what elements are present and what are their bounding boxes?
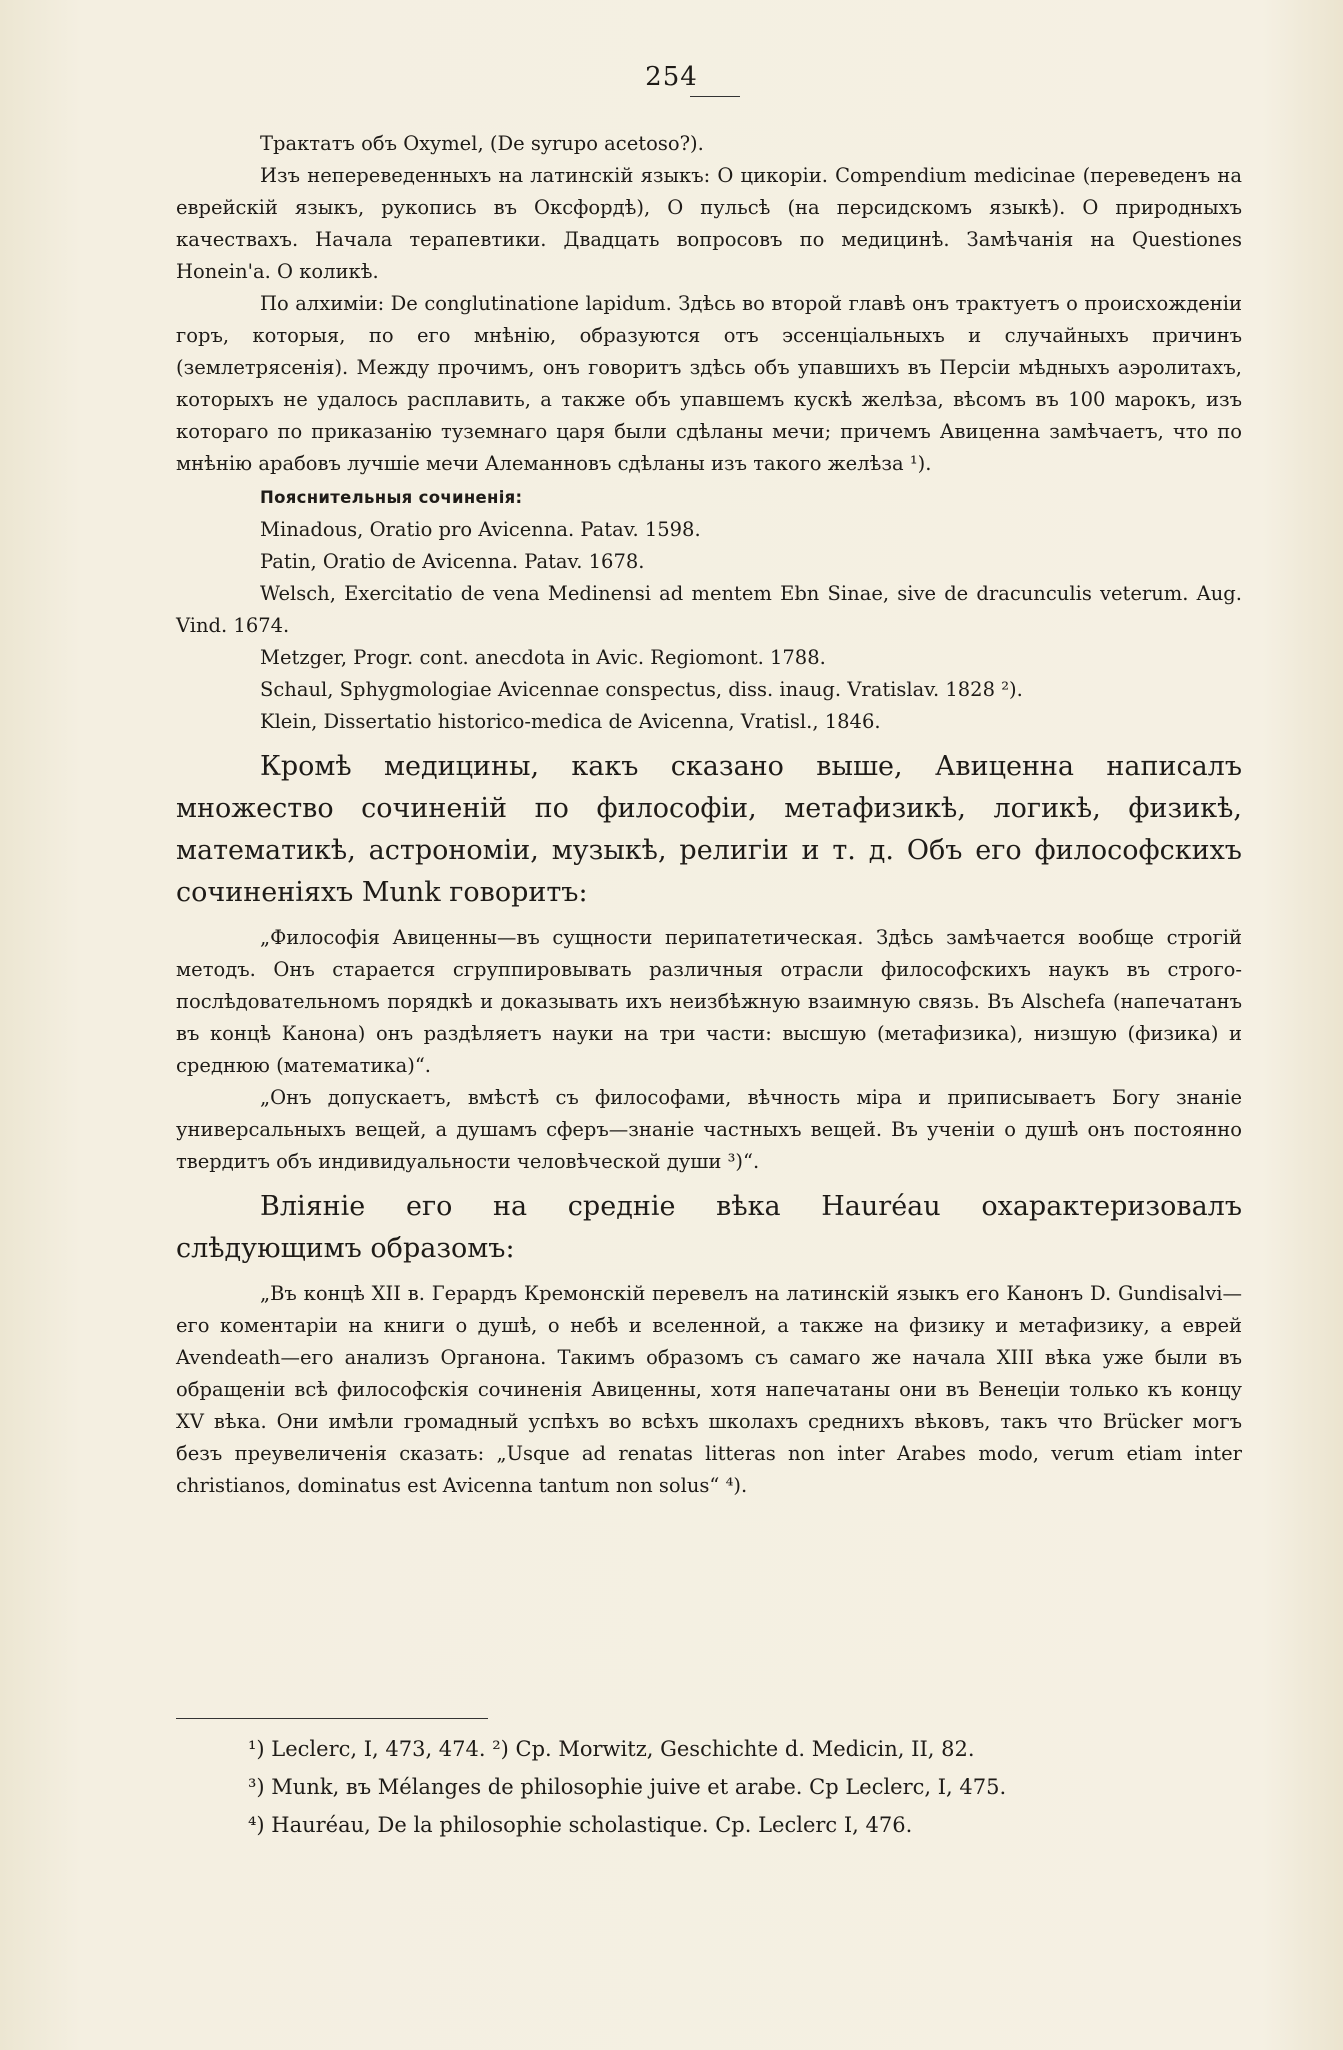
paragraph-philosophy-works: Кромѣ медицины, какъ сказано выше, Авиценна написалъ множество сочиненій по философіи, метафизикѣ, логикѣ, физикѣ, математикѣ, астрономіи, музыкѣ, религіи и т. д. Объ его философскихъ сочиненіяхъ Munk говоритъ:	[176, 751, 1242, 908]
page-number-underline	[690, 96, 740, 97]
footnote-line: ⁴) Hauréau, De la philosophie scholastique. Cp. Leclerc I, 476.	[248, 1813, 913, 1837]
footnote-line: ¹) Leclerc, I, 473, 474. ²) Cp. Morwitz, Geschichte d. Medicin, II, 82.	[248, 1737, 975, 1761]
paragraph-oxymel: Трактатъ объ Oxymel, (De syrupo acetoso?).	[260, 132, 704, 155]
main-text	[176, 128, 1242, 1502]
footnote-line: ³) Munk, въ Mélanges de philosophie juive et arabe. Cp Leclerc, I, 475.	[248, 1775, 1007, 1799]
explanatory-works-heading: Пояснительныя сочиненія:	[260, 488, 523, 507]
footnote-separator	[176, 1718, 488, 1719]
footnotes	[176, 1730, 1242, 1844]
reference-item: Minadous, Oratio pro Avicenna. Patav. 1598.	[260, 518, 701, 541]
reference-item: Metzger, Progr. cont. anecdota in Avic. Regiomont. 1788.	[260, 646, 826, 669]
page-number: 254	[645, 62, 698, 92]
paragraph-alchemy: По алхиміи: De conglutinatione lapidum. Здѣсь во второй главѣ онъ трактуетъ о происхожденіи горъ, которыя, по его мнѣнію, образуются отъ эссенціальныхъ и случайныхъ причинъ (землетрясенія). Между прочимъ, онъ говоритъ здѣсь объ упавшихъ въ Персіи мѣдныхъ аэролитахъ, которыхъ не удалось расплавить, а также объ упавшемъ кускѣ желѣза, вѣсомъ въ 100 марокъ, изъ котораго по приказанію туземнаго царя были сдѣланы мечи; причемъ Авиценна замѣчаетъ, что по мнѣнію арабовъ лучшіе мечи Алеманновъ сдѣланы изъ такого желѣза ¹).	[176, 292, 1242, 475]
reference-item: Schaul, Sphygmologiae Avicennae conspectus, diss. inaug. Vratislav. 1828 ²).	[260, 678, 1023, 701]
reference-item: Klein, Dissertatio historico-medica de Avicenna, Vratisl., 1846.	[260, 710, 881, 733]
quote-haureau: „Въ концѣ XII в. Герардъ Кремонскій перевелъ на латинскій языкъ его Канонъ D. Gundisalvi—его коментаріи на книги о душѣ, о небѣ и вселенной, а также на физику и метафизику, а еврей Avendeath—его анализъ Органона. Такимъ образомъ съ самаго же начала XIII вѣка уже были въ обращеніи всѣ философскія сочиненія Авиценны, хотя напечатаны они въ Венеціи только къ концу XV вѣка. Они имѣли громадный успѣхъ во всѣхъ школахъ среднихъ вѣковъ, такъ что Brücker могъ безъ преувеличенія сказать: „Usque ad renatas litteras non inter Arabes modo, verum etiam inter christianos, dominatus est Avicenna tantum non solus“ ⁴).	[176, 1282, 1242, 1497]
paragraph-untranslated-works: Изъ непереведенныхъ на латинскій языкъ: О цикоріи. Compendium medicinae (переведенъ на еврейскій языкъ, рукопись въ Оксфордѣ), О пульсѣ (на персидскомъ языкѣ). О природныхъ качествахъ. Начала терапевтики. Двадцать вопросовъ по медицинѣ. Замѣчанія на Questiones Honein'a. О коликѣ.	[176, 164, 1242, 283]
quote-munk-1: „Философія Авиценны—въ сущности перипатетическая. Здѣсь замѣчается вообще строгій методъ. Онъ старается сгруппировывать различныя отрасли философскихъ наукъ въ строго-послѣдовательномъ порядкѣ и доказывать ихъ неизбѣжную взаимную связь. Въ Alschefa (напечатанъ въ концѣ Канона) онъ раздѣляетъ науки на три части: высшую (метафизика), низшую (физика) и среднюю (математика)“.	[176, 926, 1242, 1077]
reference-item: Patin, Oratio de Avicenna. Patav. 1678.	[260, 550, 645, 573]
paragraph-influence: Вліяніе его на средніе вѣка Hauréau охарактеризовалъ слѣдующимъ образомъ:	[176, 1191, 1242, 1264]
quote-munk-2: „Онъ допускаетъ, вмѣстѣ съ философами, вѣчность міра и приписываетъ Богу знаніе универсальныхъ вещей, а душамъ сферъ—знаніе частныхъ вещей. Въ ученіи о душѣ онъ постоянно твердитъ объ индивидуальности человѣческой души ³)“.	[176, 1086, 1242, 1173]
reference-item: Welsch, Exercitatio de vena Medinensi ad mentem Ebn Sinae, sive de dracunculis veterum. Aug. Vind. 1674.	[176, 582, 1242, 637]
